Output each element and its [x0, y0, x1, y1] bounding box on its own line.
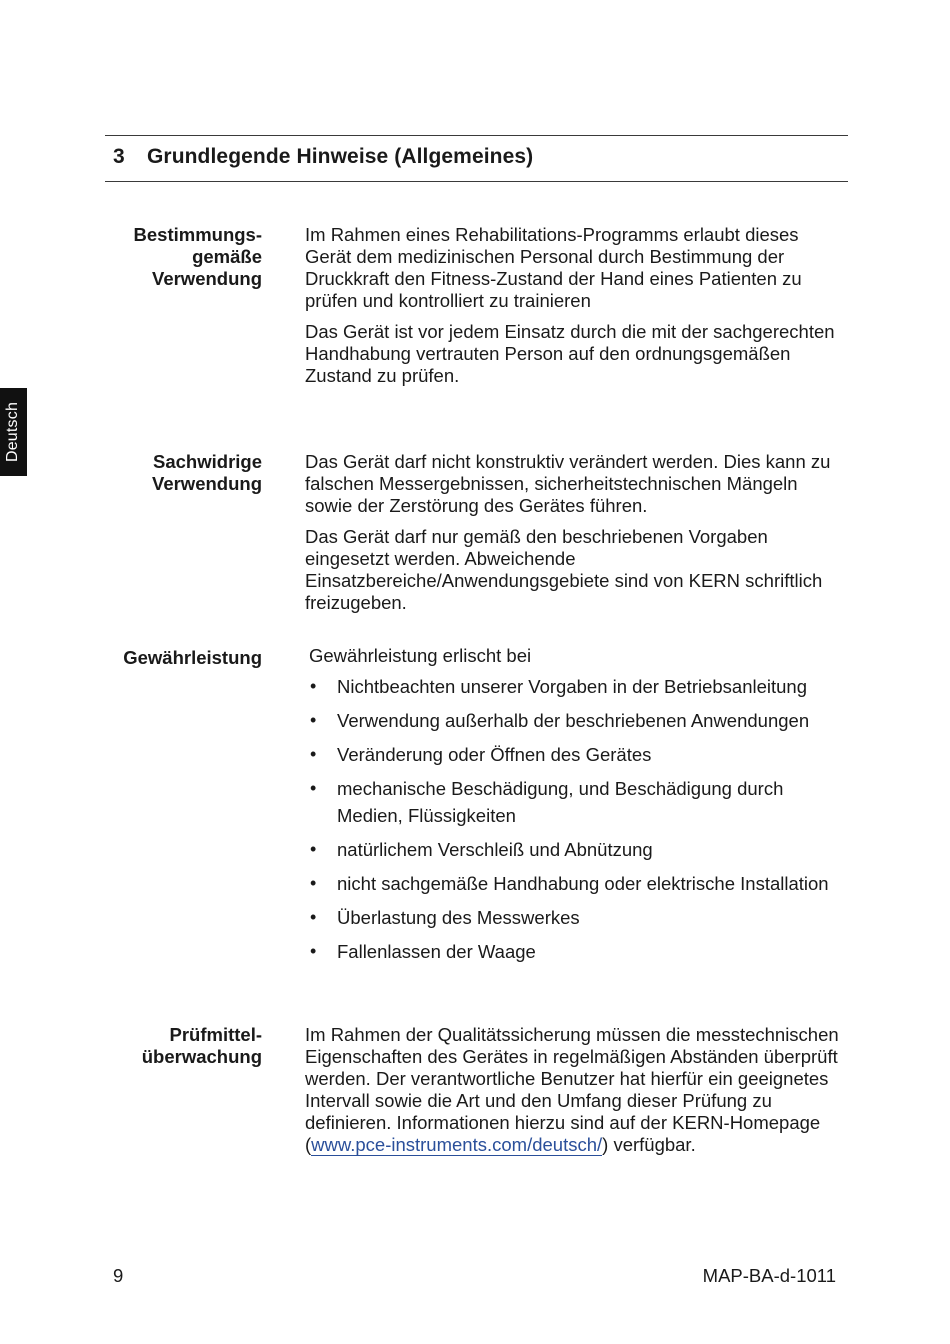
- bullet-icon: •: [310, 873, 317, 893]
- list-item: • Überlastung des Messwerkes: [309, 904, 839, 931]
- bullet-icon: •: [310, 744, 317, 764]
- section-label-improper-use: Sachwidrige Verwendung: [152, 451, 262, 494]
- bullet-icon: •: [310, 907, 317, 927]
- header-rule-top: [105, 135, 848, 136]
- section-label-test-equipment: Prüfmittel- überwachung: [141, 1024, 262, 1067]
- list-item: • nicht sachgemäße Handhabung oder elektrische Installation: [309, 870, 839, 897]
- section-label-warranty: Gewährleistung: [123, 647, 262, 668]
- chapter-number: 3: [113, 145, 125, 168]
- chapter-title: Grundlegende Hinweise (Allgemeines): [147, 145, 534, 168]
- chapter-heading: [113, 145, 533, 169]
- list-item: • Fallenlassen der Waage: [309, 938, 839, 965]
- improper-use-paragraph-1: Das Gerät darf nicht konstruktiv verändert werden. Dies kann zu falschen Messergebnissen, sicherheitstechnischen Mängeln sowie der Zerstörung des Gerätes führen.: [305, 451, 831, 516]
- homepage-link[interactable]: www.pce-instruments.com/deutsch/: [311, 1134, 603, 1155]
- language-tab-label: Deutsch: [4, 401, 22, 463]
- list-item: • natürlichem Verschleiß und Abnützung: [309, 836, 839, 863]
- warranty-intro: Gewährleistung erlischt bei: [309, 645, 532, 666]
- test-equipment-paragraph: Im Rahmen der Qualitätssicherung müssen die messtechnischen Eigenschaften des Gerätes in regelmäßigen Abständen überprüft werden. Der verantwortliche Benutzer hat hierfür ein geeignetes Intervall sowie die Art und den Umfang dieser Prüfung zu definieren. Informationen hierzu sind auf der KERN-Homepage (www.pce-instruments.com/deutsch/) verfügbar.: [305, 1024, 839, 1155]
- improper-use-paragraph-2: Das Gerät darf nur gemäß den beschriebenen Vorgaben eingesetzt werden. Abweichende Einsatzbereiche/Anwendungsgebiete sind von KERN schriftlich freizugeben.: [305, 526, 823, 613]
- language-tab: [0, 388, 27, 476]
- list-item: • mechanische Beschädigung, und Beschädigung durch Medien, Flüssigkeiten: [309, 775, 839, 829]
- document-code: MAP-BA-d-1011: [702, 1265, 836, 1286]
- bullet-icon: •: [310, 778, 317, 798]
- bullet-icon: •: [310, 839, 317, 859]
- list-item: • Nichtbeachten unserer Vorgaben in der Betriebsanleitung: [309, 673, 839, 700]
- warranty-list: [309, 673, 839, 972]
- intended-use-paragraph-2: Das Gerät ist vor jedem Einsatz durch die mit der sachgerechten Handhabung vertrauten Person auf den ordnungsgemäßen Zustand zu prüfen.: [305, 321, 835, 386]
- bullet-icon: •: [310, 676, 317, 696]
- bullet-icon: •: [310, 941, 317, 961]
- page-number: 9: [113, 1265, 124, 1286]
- bullet-icon: •: [310, 710, 317, 730]
- section-label-intended-use: Bestimmungs- gemäße Verwendung: [133, 224, 262, 289]
- header-rule-bottom: [105, 181, 848, 182]
- intended-use-paragraph-1: Im Rahmen eines Rehabilitations-Programms erlaubt dieses Gerät dem medizinischen Personal durch Bestimmung der Druckkraft den Fitness-Zustand der Hand eines Patienten zu prüfen und kontrolliert zu trainieren: [305, 224, 802, 311]
- list-item: • Veränderung oder Öffnen des Gerätes: [309, 741, 839, 768]
- list-item: • Verwendung außerhalb der beschriebenen Anwendungen: [309, 707, 839, 734]
